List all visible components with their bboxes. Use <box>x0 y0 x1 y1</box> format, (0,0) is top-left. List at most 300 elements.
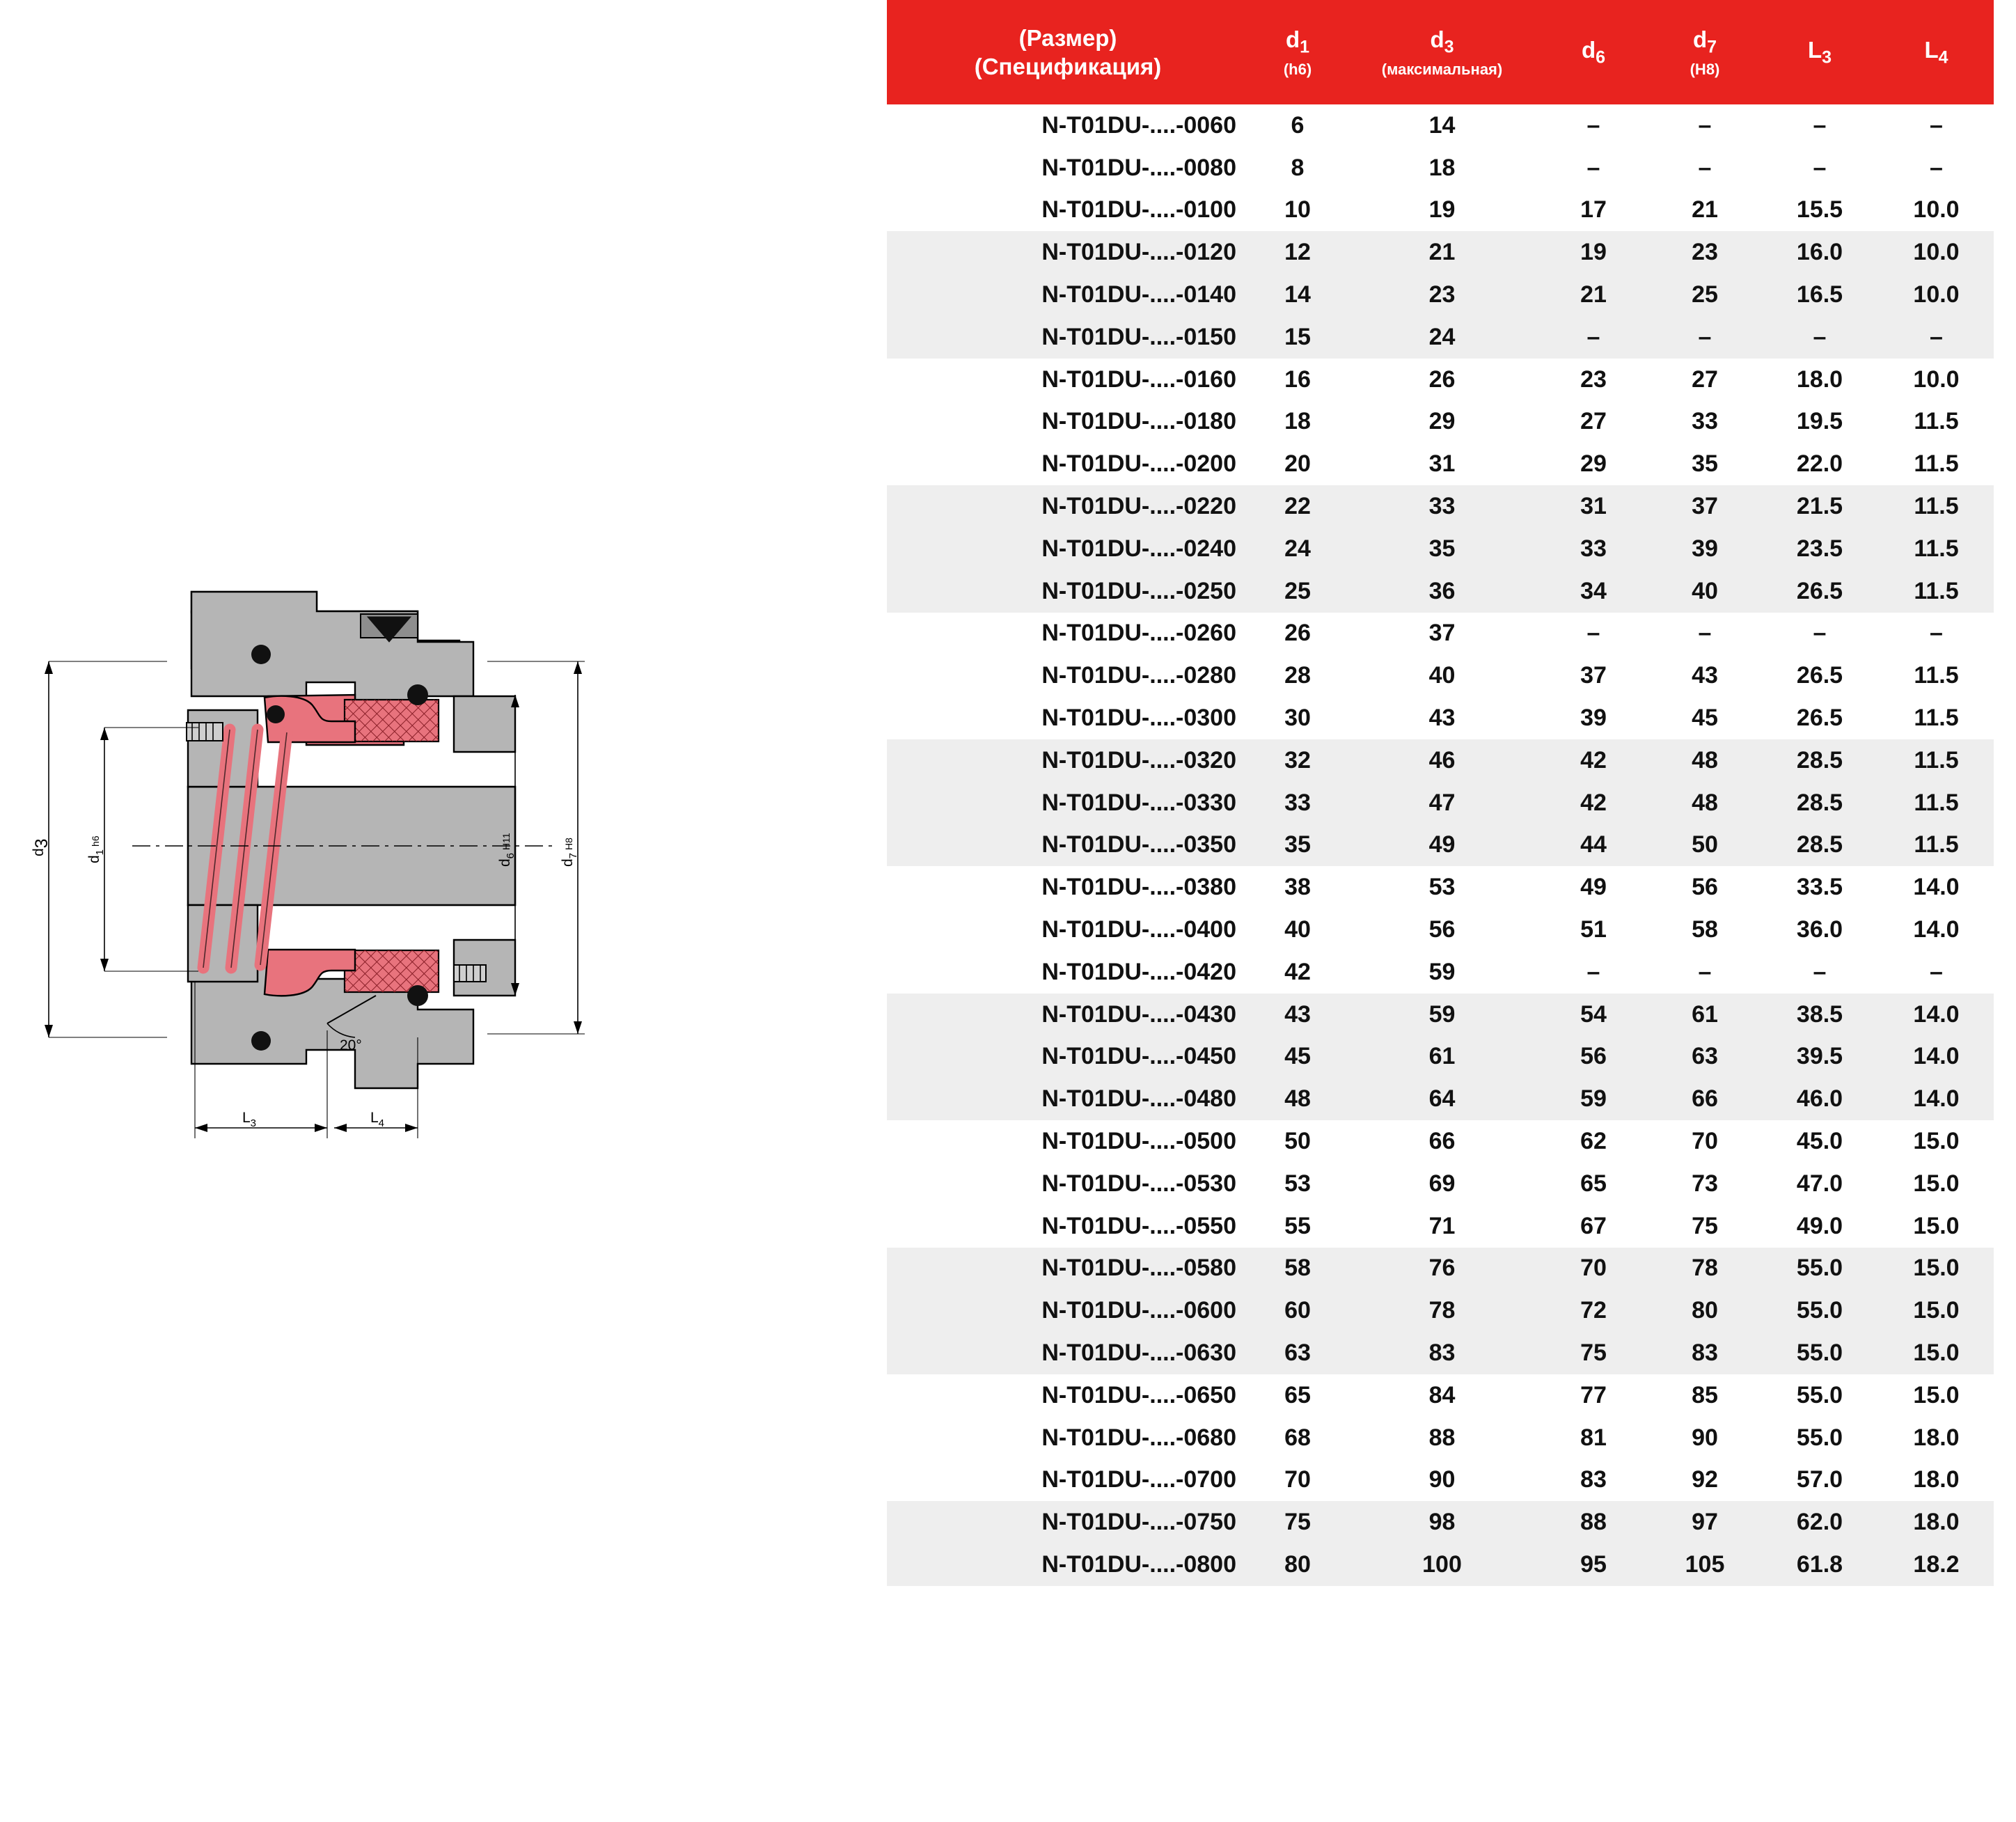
cell-d3: 59 <box>1346 951 1538 994</box>
cell-d7: 66 <box>1649 1078 1761 1120</box>
cell-d1: 12 <box>1249 231 1346 274</box>
cell-size: N-T01DU-....-0530 <box>887 1163 1249 1205</box>
cell-l4: – <box>1879 613 1994 655</box>
column-header-d1 <box>1249 0 1346 104</box>
table-row <box>887 274 1994 316</box>
cell-d3: 14 <box>1346 104 1538 147</box>
cell-l4: 15.0 <box>1879 1248 1994 1290</box>
cell-l4: 10.0 <box>1879 274 1994 316</box>
cell-l3: – <box>1761 613 1879 655</box>
cell-d6: 83 <box>1538 1459 1649 1502</box>
cell-l3: 47.0 <box>1761 1163 1879 1205</box>
cell-d3: 47 <box>1346 782 1538 824</box>
mechanical-seal-drawing <box>0 0 881 1822</box>
cell-l3: 16.5 <box>1761 274 1879 316</box>
cell-d7: 73 <box>1649 1163 1761 1205</box>
o-ring <box>267 705 285 723</box>
column-header-d3 <box>1346 0 1538 104</box>
cell-d6: 34 <box>1538 570 1649 613</box>
cell-size: N-T01DU-....-0600 <box>887 1289 1249 1332</box>
cell-l4: 10.0 <box>1879 359 1994 401</box>
table-row <box>887 231 1994 274</box>
cell-d7: 45 <box>1649 697 1761 739</box>
cell-l3: 16.0 <box>1761 231 1879 274</box>
cell-d7: 56 <box>1649 866 1761 909</box>
table-row <box>887 739 1994 782</box>
o-ring <box>251 1031 271 1051</box>
cell-size: N-T01DU-....-0700 <box>887 1459 1249 1502</box>
cell-d1: 32 <box>1249 739 1346 782</box>
cell-d3: 98 <box>1346 1501 1538 1544</box>
cell-d7: 97 <box>1649 1501 1761 1544</box>
table-row <box>887 316 1994 359</box>
cell-d1: 16 <box>1249 359 1346 401</box>
cell-size: N-T01DU-....-0150 <box>887 316 1249 359</box>
cell-size: N-T01DU-....-0400 <box>887 909 1249 951</box>
cell-l3: 55.0 <box>1761 1332 1879 1374</box>
cell-size: N-T01DU-....-0500 <box>887 1120 1249 1163</box>
cell-d1: 22 <box>1249 485 1346 528</box>
cell-l4: 18.0 <box>1879 1501 1994 1544</box>
cell-size: N-T01DU-....-0430 <box>887 994 1249 1036</box>
cell-size: N-T01DU-....-0580 <box>887 1248 1249 1290</box>
cell-size: N-T01DU-....-0160 <box>887 359 1249 401</box>
cell-size: N-T01DU-....-0240 <box>887 528 1249 570</box>
cell-l4: 15.0 <box>1879 1332 1994 1374</box>
cell-d3: 31 <box>1346 443 1538 485</box>
cell-d7: 43 <box>1649 654 1761 697</box>
cell-d6: 29 <box>1538 443 1649 485</box>
cell-d6: 51 <box>1538 909 1649 951</box>
cell-l3: 18.0 <box>1761 359 1879 401</box>
cell-d7: 105 <box>1649 1544 1761 1586</box>
cell-l3: 22.0 <box>1761 443 1879 485</box>
cell-d3: 36 <box>1346 570 1538 613</box>
cell-d7: 61 <box>1649 994 1761 1036</box>
cell-d1: 45 <box>1249 1036 1346 1078</box>
cell-d1: 80 <box>1249 1544 1346 1586</box>
table-header <box>887 0 1994 104</box>
cell-l3: 62.0 <box>1761 1501 1879 1544</box>
cell-d3: 61 <box>1346 1036 1538 1078</box>
column-header-l3 <box>1761 0 1879 104</box>
table-row <box>887 824 1994 867</box>
cell-l3: 61.8 <box>1761 1544 1879 1586</box>
cell-d3: 71 <box>1346 1205 1538 1248</box>
cell-l3: – <box>1761 316 1879 359</box>
cell-l4: 11.5 <box>1879 570 1994 613</box>
cell-l4: 14.0 <box>1879 866 1994 909</box>
cell-l3: 49.0 <box>1761 1205 1879 1248</box>
cell-d1: 53 <box>1249 1163 1346 1205</box>
table-header-row <box>887 0 1994 104</box>
cell-d6: 42 <box>1538 739 1649 782</box>
cell-l4: 15.0 <box>1879 1205 1994 1248</box>
cell-l3: 26.5 <box>1761 570 1879 613</box>
table-row <box>887 1374 1994 1417</box>
column-header-size <box>887 0 1249 104</box>
column-header-d1-tolerance: (h6) <box>1283 61 1312 79</box>
cell-d3: 19 <box>1346 189 1538 232</box>
cell-size: N-T01DU-....-0800 <box>887 1544 1249 1586</box>
cell-l4: 10.0 <box>1879 189 1994 232</box>
cell-l4: 14.0 <box>1879 994 1994 1036</box>
cell-size: N-T01DU-....-0280 <box>887 654 1249 697</box>
cell-d6: – <box>1538 951 1649 994</box>
table-row <box>887 994 1994 1036</box>
cell-l4: 15.0 <box>1879 1374 1994 1417</box>
cell-d3: 53 <box>1346 866 1538 909</box>
cell-d1: 75 <box>1249 1501 1346 1544</box>
cell-l4: 14.0 <box>1879 909 1994 951</box>
cell-l3: 28.5 <box>1761 824 1879 867</box>
cell-d7: – <box>1649 147 1761 189</box>
label-l4: $L_4$ <box>370 1110 385 1129</box>
cell-d6: 59 <box>1538 1078 1649 1120</box>
cell-d6: 42 <box>1538 782 1649 824</box>
cell-d3: 46 <box>1346 739 1538 782</box>
table-row <box>887 951 1994 994</box>
cell-d1: 65 <box>1249 1374 1346 1417</box>
column-header-size-line1: (Размер) <box>1018 24 1117 51</box>
cell-d6: – <box>1538 613 1649 655</box>
cell-d6: 56 <box>1538 1036 1649 1078</box>
column-header-d7-tolerance: (H8) <box>1690 61 1720 79</box>
column-header-d6-symbol: d <box>1581 37 1596 63</box>
cell-l4: 18.0 <box>1879 1459 1994 1502</box>
column-header-d1-symbol: d <box>1285 26 1300 53</box>
seal-assembly <box>132 592 557 1088</box>
cell-size: N-T01DU-....-0140 <box>887 274 1249 316</box>
cell-l4: 18.2 <box>1879 1544 1994 1586</box>
cell-l3: 21.5 <box>1761 485 1879 528</box>
cell-d7: 80 <box>1649 1289 1761 1332</box>
column-header-l4 <box>1879 0 1994 104</box>
cell-d1: 20 <box>1249 443 1346 485</box>
cell-size: N-T01DU-....-0650 <box>887 1374 1249 1417</box>
cell-d3: 23 <box>1346 274 1538 316</box>
cell-d1: 58 <box>1249 1248 1346 1290</box>
cell-d1: 25 <box>1249 570 1346 613</box>
cell-d3: 40 <box>1346 654 1538 697</box>
cell-d7: 85 <box>1649 1374 1761 1417</box>
cell-l3: 19.5 <box>1761 401 1879 443</box>
cell-d7: 70 <box>1649 1120 1761 1163</box>
label-d3: d3 <box>31 838 52 856</box>
cell-d7: – <box>1649 951 1761 994</box>
column-header-l3-symbol: L <box>1807 37 1822 63</box>
cell-d3: 64 <box>1346 1078 1538 1120</box>
table-row <box>887 189 1994 232</box>
cell-d7: 40 <box>1649 570 1761 613</box>
specification-table-panel <box>881 0 2016 1822</box>
cell-d7: 63 <box>1649 1036 1761 1078</box>
specification-table <box>887 0 1994 1586</box>
table-row <box>887 147 1994 189</box>
cell-d6: 39 <box>1538 697 1649 739</box>
cell-d3: 43 <box>1346 697 1538 739</box>
table-row <box>887 570 1994 613</box>
cell-d1: 68 <box>1249 1417 1346 1459</box>
table-row <box>887 443 1994 485</box>
cell-d1: 24 <box>1249 528 1346 570</box>
table-row <box>887 1120 1994 1163</box>
cell-d6: 67 <box>1538 1205 1649 1248</box>
table-row <box>887 1163 1994 1205</box>
cell-d7: 58 <box>1649 909 1761 951</box>
cell-d6: 44 <box>1538 824 1649 867</box>
cell-d3: 59 <box>1346 994 1538 1036</box>
table-row <box>887 1036 1994 1078</box>
cell-d6: – <box>1538 316 1649 359</box>
cell-l3: 55.0 <box>1761 1374 1879 1417</box>
table-row <box>887 909 1994 951</box>
cell-l4: – <box>1879 147 1994 189</box>
cell-d6: – <box>1538 147 1649 189</box>
table-row <box>887 1078 1994 1120</box>
cell-d1: 40 <box>1249 909 1346 951</box>
cell-d6: 21 <box>1538 274 1649 316</box>
cell-l4: 15.0 <box>1879 1163 1994 1205</box>
column-header-d1-index: 1 <box>1300 37 1310 57</box>
cell-d7: 83 <box>1649 1332 1761 1374</box>
cell-d7: 27 <box>1649 359 1761 401</box>
cell-d6: 27 <box>1538 401 1649 443</box>
column-header-l4-symbol: L <box>1924 37 1939 63</box>
cell-d1: 48 <box>1249 1078 1346 1120</box>
cell-d1: 55 <box>1249 1205 1346 1248</box>
cell-d7: 50 <box>1649 824 1761 867</box>
cell-d1: 26 <box>1249 613 1346 655</box>
cell-size: N-T01DU-....-0220 <box>887 485 1249 528</box>
cell-d1: 18 <box>1249 401 1346 443</box>
cell-d3: 29 <box>1346 401 1538 443</box>
cell-l4: – <box>1879 316 1994 359</box>
label-d7: $d_7^{H8}$ <box>560 838 579 867</box>
cell-d3: 76 <box>1346 1248 1538 1290</box>
column-header-d6-index: 6 <box>1596 47 1606 68</box>
table-row <box>887 1459 1994 1502</box>
table-row <box>887 1248 1994 1290</box>
seal-cross-section-svg <box>28 578 835 1225</box>
cell-size: N-T01DU-....-0380 <box>887 866 1249 909</box>
column-header-l4-index: 4 <box>1938 47 1948 68</box>
column-header-d7-symbol: d <box>1692 26 1708 53</box>
cell-l3: – <box>1761 951 1879 994</box>
column-header-d3-symbol: d <box>1430 26 1444 53</box>
cell-d1: 33 <box>1249 782 1346 824</box>
cell-d1: 15 <box>1249 316 1346 359</box>
table-row <box>887 1417 1994 1459</box>
cell-d3: 69 <box>1346 1163 1538 1205</box>
cell-d1: 50 <box>1249 1120 1346 1163</box>
cell-l4: 11.5 <box>1879 401 1994 443</box>
cell-d6: 54 <box>1538 994 1649 1036</box>
cell-d1: 60 <box>1249 1289 1346 1332</box>
table-row <box>887 697 1994 739</box>
cell-d6: 49 <box>1538 866 1649 909</box>
cell-d6: 31 <box>1538 485 1649 528</box>
cell-l4: 18.0 <box>1879 1417 1994 1459</box>
cell-d7: 48 <box>1649 739 1761 782</box>
cell-size: N-T01DU-....-0550 <box>887 1205 1249 1248</box>
cell-d1: 43 <box>1249 994 1346 1036</box>
cell-l3: 15.5 <box>1761 189 1879 232</box>
table-row <box>887 1332 1994 1374</box>
cell-d7: 35 <box>1649 443 1761 485</box>
cell-d6: 95 <box>1538 1544 1649 1586</box>
cell-d7: 37 <box>1649 485 1761 528</box>
o-ring <box>407 684 428 705</box>
cell-d6: 62 <box>1538 1120 1649 1163</box>
cell-l3: 55.0 <box>1761 1417 1879 1459</box>
cell-l3: 45.0 <box>1761 1120 1879 1163</box>
cell-d7: 33 <box>1649 401 1761 443</box>
cell-d6: 77 <box>1538 1374 1649 1417</box>
cell-d1: 38 <box>1249 866 1346 909</box>
cell-d7: 78 <box>1649 1248 1761 1290</box>
cell-size: N-T01DU-....-0350 <box>887 824 1249 867</box>
cell-size: N-T01DU-....-0200 <box>887 443 1249 485</box>
cell-d6: 19 <box>1538 231 1649 274</box>
cell-size: N-T01DU-....-0120 <box>887 231 1249 274</box>
cell-l3: 26.5 <box>1761 654 1879 697</box>
cell-size: N-T01DU-....-0750 <box>887 1501 1249 1544</box>
cell-l3: 38.5 <box>1761 994 1879 1036</box>
o-ring <box>407 985 428 1006</box>
table-row <box>887 528 1994 570</box>
cell-d3: 78 <box>1346 1289 1538 1332</box>
cell-size: N-T01DU-....-0320 <box>887 739 1249 782</box>
cell-d1: 42 <box>1249 951 1346 994</box>
table-body <box>887 104 1994 1586</box>
cell-l3: 26.5 <box>1761 697 1879 739</box>
cell-d1: 63 <box>1249 1332 1346 1374</box>
table-row <box>887 654 1994 697</box>
cell-l3: 39.5 <box>1761 1036 1879 1078</box>
cell-l3: 57.0 <box>1761 1459 1879 1502</box>
cell-l4: 11.5 <box>1879 824 1994 867</box>
cell-d1: 30 <box>1249 697 1346 739</box>
cell-l3: 55.0 <box>1761 1248 1879 1290</box>
cell-size: N-T01DU-....-0180 <box>887 401 1249 443</box>
cell-d1: 8 <box>1249 147 1346 189</box>
cell-d1: 70 <box>1249 1459 1346 1502</box>
table-row <box>887 1205 1994 1248</box>
cell-d6: – <box>1538 104 1649 147</box>
cell-size: N-T01DU-....-0450 <box>887 1036 1249 1078</box>
cell-d3: 56 <box>1346 909 1538 951</box>
cell-size: N-T01DU-....-0680 <box>887 1417 1249 1459</box>
cell-l3: 28.5 <box>1761 782 1879 824</box>
column-header-d6 <box>1538 0 1649 104</box>
cell-l4: 11.5 <box>1879 485 1994 528</box>
cell-l4: – <box>1879 104 1994 147</box>
cell-d3: 90 <box>1346 1459 1538 1502</box>
cell-d7: 48 <box>1649 782 1761 824</box>
table-row <box>887 866 1994 909</box>
cell-d3: 37 <box>1346 613 1538 655</box>
cell-d1: 14 <box>1249 274 1346 316</box>
cell-l4: – <box>1879 951 1994 994</box>
cell-l3: 33.5 <box>1761 866 1879 909</box>
table-row <box>887 401 1994 443</box>
cell-d6: 17 <box>1538 189 1649 232</box>
cell-d6: 88 <box>1538 1501 1649 1544</box>
cell-size: N-T01DU-....-0480 <box>887 1078 1249 1120</box>
cell-l3: 23.5 <box>1761 528 1879 570</box>
cell-size: N-T01DU-....-0630 <box>887 1332 1249 1374</box>
cell-l4: 11.5 <box>1879 739 1994 782</box>
table-row <box>887 104 1994 147</box>
cell-d7: 25 <box>1649 274 1761 316</box>
cell-size: N-T01DU-....-0080 <box>887 147 1249 189</box>
cell-d1: 28 <box>1249 654 1346 697</box>
cell-d3: 18 <box>1346 147 1538 189</box>
table-row <box>887 613 1994 655</box>
cell-d7: – <box>1649 613 1761 655</box>
cell-size: N-T01DU-....-0250 <box>887 570 1249 613</box>
cell-d3: 49 <box>1346 824 1538 867</box>
cell-d7: 90 <box>1649 1417 1761 1459</box>
cell-l3: 36.0 <box>1761 909 1879 951</box>
column-header-size-line2: (Спецификация) <box>974 54 1162 79</box>
cell-d3: 83 <box>1346 1332 1538 1374</box>
cell-l4: 11.5 <box>1879 443 1994 485</box>
column-header-d3-index: 3 <box>1444 37 1454 57</box>
cell-l4: 14.0 <box>1879 1036 1994 1078</box>
cell-l4: 11.5 <box>1879 782 1994 824</box>
cell-d1: 35 <box>1249 824 1346 867</box>
cell-d7: 23 <box>1649 231 1761 274</box>
cell-l4: 15.0 <box>1879 1120 1994 1163</box>
table-row <box>887 1501 1994 1544</box>
cell-l4: 15.0 <box>1879 1289 1994 1332</box>
cell-d3: 100 <box>1346 1544 1538 1586</box>
cell-size: N-T01DU-....-0260 <box>887 613 1249 655</box>
cell-d7: – <box>1649 316 1761 359</box>
cell-d1: 6 <box>1249 104 1346 147</box>
label-l3: $L_3$ <box>242 1110 257 1129</box>
cell-d6: 75 <box>1538 1332 1649 1374</box>
cell-size: N-T01DU-....-0330 <box>887 782 1249 824</box>
cell-d6: 33 <box>1538 528 1649 570</box>
cell-l3: – <box>1761 147 1879 189</box>
cell-d1: 10 <box>1249 189 1346 232</box>
cell-d6: 70 <box>1538 1248 1649 1290</box>
cell-d3: 33 <box>1346 485 1538 528</box>
cell-size: N-T01DU-....-0100 <box>887 189 1249 232</box>
column-header-d3-note: (максимальная) <box>1381 61 1503 79</box>
cell-d3: 24 <box>1346 316 1538 359</box>
table-row <box>887 485 1994 528</box>
cell-l3: – <box>1761 104 1879 147</box>
column-header-l3-index: 3 <box>1822 47 1832 68</box>
table-row <box>887 782 1994 824</box>
cell-l3: 28.5 <box>1761 739 1879 782</box>
cell-l4: 11.5 <box>1879 697 1994 739</box>
cell-d6: 65 <box>1538 1163 1649 1205</box>
cell-d7: 21 <box>1649 189 1761 232</box>
cell-d6: 72 <box>1538 1289 1649 1332</box>
cell-d7: 92 <box>1649 1459 1761 1502</box>
table-row <box>887 1289 1994 1332</box>
o-ring <box>251 645 271 664</box>
table-row <box>887 359 1994 401</box>
cell-d3: 88 <box>1346 1417 1538 1459</box>
cell-l4: 14.0 <box>1879 1078 1994 1120</box>
cell-l3: 46.0 <box>1761 1078 1879 1120</box>
